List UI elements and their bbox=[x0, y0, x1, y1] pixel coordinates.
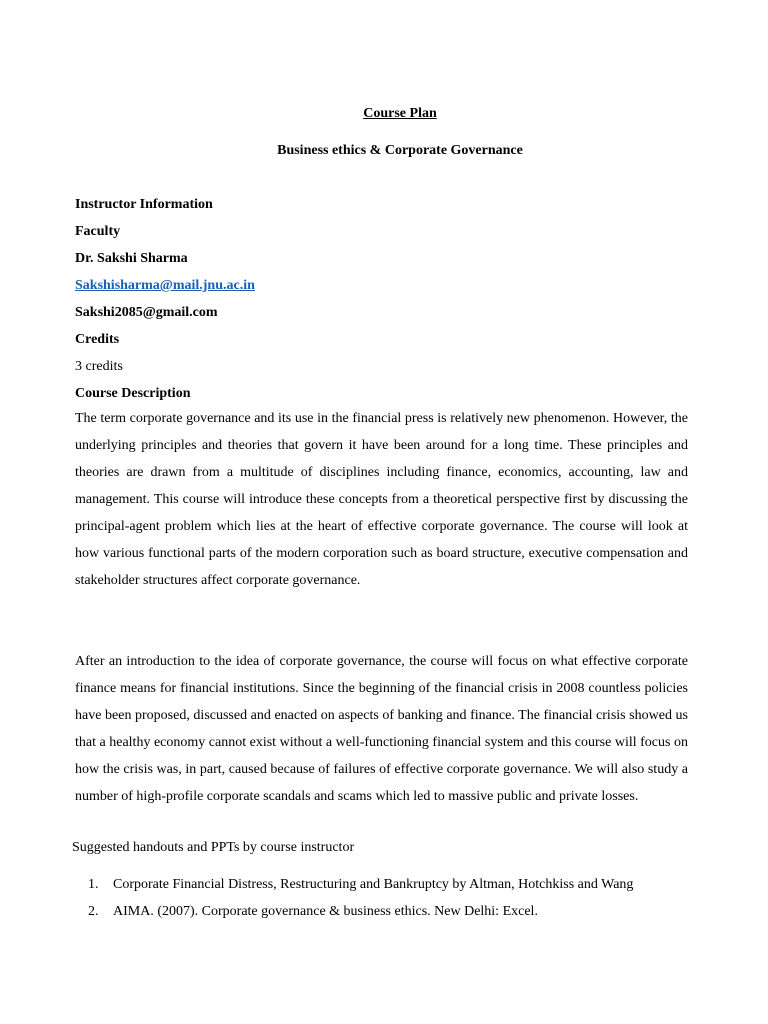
reading-list bbox=[88, 876, 633, 930]
instructor-name: Dr. Sakshi Sharma bbox=[75, 251, 188, 266]
course-description-heading: Course Description bbox=[75, 386, 191, 401]
list-item-text: AIMA. (2007). Corporate governance & business ethics. New Delhi: Excel. bbox=[113, 904, 538, 919]
list-item-number: 1. bbox=[88, 877, 99, 892]
paragraph-text: The term corporate governance and its use in the financial press is relatively new phenomenon. However, the underlying principles and theories that govern it have been around for a long time. These principles and theories are drawn from a multitude of disciplines including finance, economics, accounting, law and management. This course will introduce these concepts from a theoretical perspective first by discussing the principal-agent problem which lies at the heart of effective corporate governance. The course will look at how various functional parts of the modern corporation such as board structure, executive compensation and stakeholder structures affect corporate governance. bbox=[75, 411, 688, 588]
list-item-number: 2. bbox=[88, 904, 99, 919]
faculty-label: Faculty bbox=[75, 224, 121, 239]
suggested-handouts: Suggested handouts and PPTs by course instructor bbox=[72, 840, 355, 855]
instructor-heading: Instructor Information bbox=[75, 197, 213, 212]
paragraph-text: After an introduction to the idea of corporate governance, the course will focus on what effective corporate finance means for financial institutions. Since the beginning of the financial crisis in 2008 countless policies have been proposed, discussed and enacted on aspects of banking and finance. The financial crisis showed us that a healthy economy cannot exist without a well-functioning financial system and this course will focus on how the crisis was, in part, caused because of failures of effective corporate governance. We will also study a number of high-profile corporate scandals and scams which led to massive public and private losses. bbox=[75, 654, 688, 804]
credits-heading: Credits bbox=[75, 332, 120, 347]
instructor-email-secondary: Sakshi2085@gmail.com bbox=[75, 305, 218, 320]
list-item bbox=[88, 903, 633, 930]
instructor-email-link[interactable]: Sakshisharma@mail.jnu.ac.in bbox=[75, 278, 255, 293]
course-description-paragraph-2 bbox=[75, 648, 688, 810]
list-item-text: Corporate Financial Distress, Restructuring and Bankruptcy by Altman, Hotchkiss and Wang bbox=[113, 877, 634, 892]
list-item bbox=[88, 876, 633, 903]
course-subtitle: Business ethics & Corporate Governance bbox=[277, 143, 523, 158]
page-title: Course Plan bbox=[363, 106, 437, 121]
course-description-paragraph-1 bbox=[75, 405, 688, 594]
credits-value: 3 credits bbox=[75, 359, 123, 374]
